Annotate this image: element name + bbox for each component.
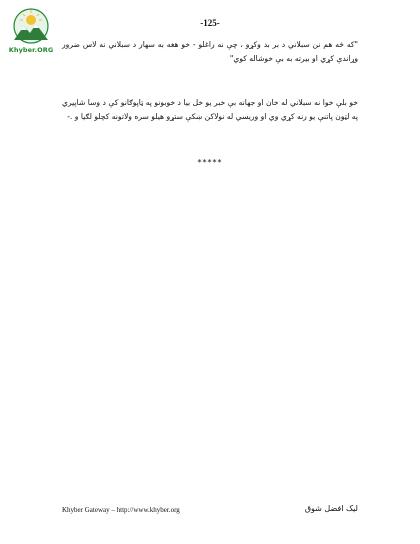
logo-text: Khyber.ORG (8, 46, 54, 54)
khyber-logo (8, 6, 54, 58)
paragraph-2: خو بلې خوا نه سبلاني له خان او جهانه بې خبر يو خل بيا د خوبونو په ټاپوګانو كې د وسا شاپيري په لټون پاتنې يو رنه كړي وي او وريسي له نولاكن ښكې ستړو هيلو سره ولاتونه كچلو لګيا و .- (62, 98, 358, 121)
footer-source-link: Khyber Gateway – http://www.khyber.org (62, 506, 180, 514)
footer-author: ليک افضل شوق (304, 504, 358, 513)
section-divider: ***** (197, 158, 223, 167)
paragraph-1: "كه څه هم نن سبلاني د بر بد وكړو ، چې نه راغلو - خو هغه به سهار د سبلاني نه لاس ضرور وړاندې كړي او بيرته به بې خوشاله كوي" (62, 40, 358, 63)
page-number: -125- (200, 18, 220, 28)
